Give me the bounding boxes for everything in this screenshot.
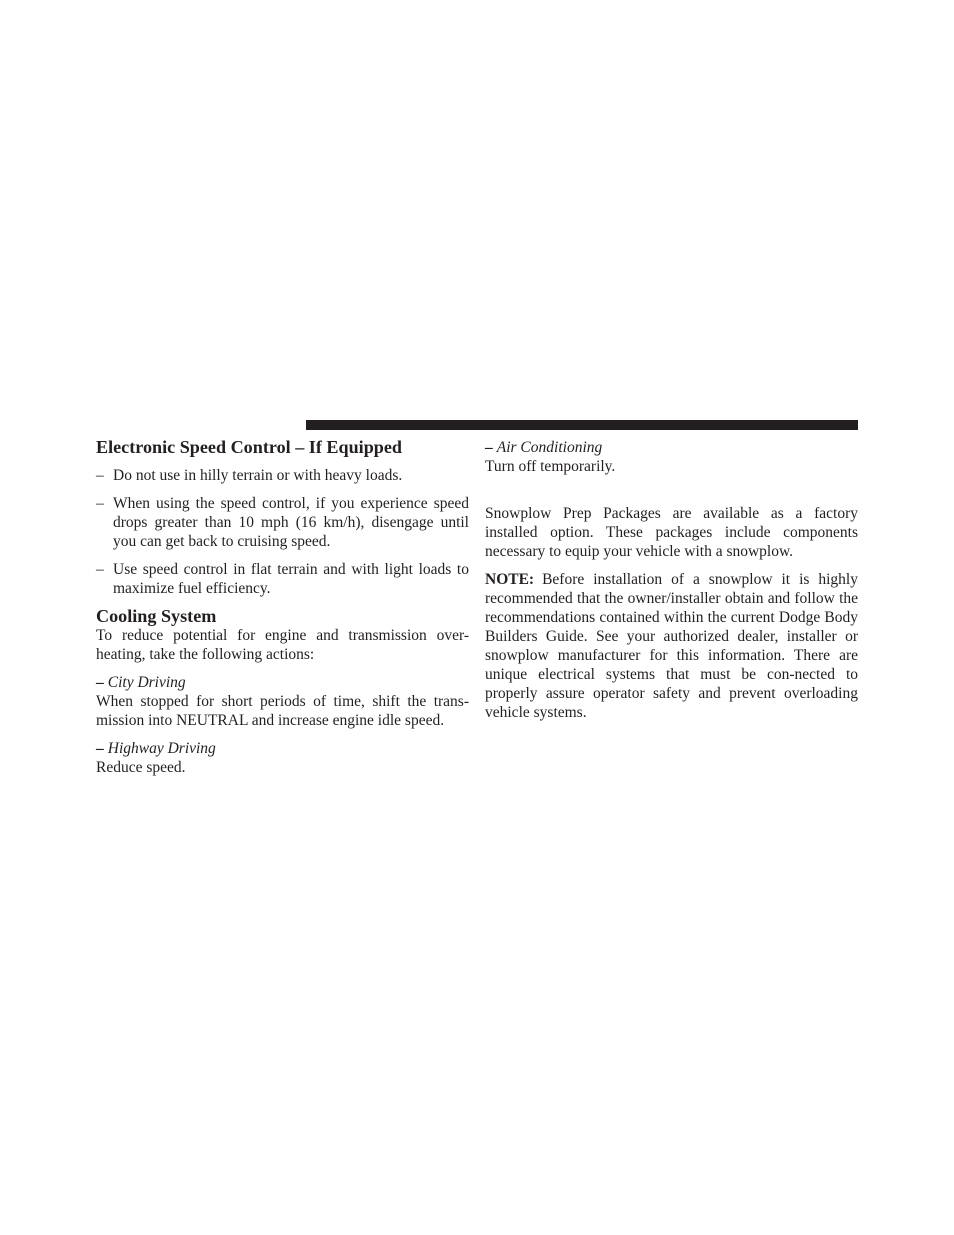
highway-driving-text: Reduce speed. xyxy=(96,759,186,776)
dash-bullet: – xyxy=(96,495,104,512)
highway-driving-heading xyxy=(96,739,469,758)
dash-bullet: – xyxy=(96,561,104,578)
speed-control-heading: Electronic Speed Control – If Equipped xyxy=(96,437,402,457)
section-header-bar xyxy=(306,420,858,430)
list-item-text: Use speed control in flat terrain and with light loads to maximize fuel efficiency. xyxy=(113,561,469,597)
list-item-text: Do not use in hilly terrain or with heavy loads. xyxy=(113,467,403,484)
city-driving-heading xyxy=(96,673,469,692)
list-item xyxy=(96,560,469,598)
snowplow-paragraph: Snowplow Prep Packages are available as a factory installed option. These packages include components necessary to equip your vehicle with a snowplow. xyxy=(485,505,858,560)
note-label: NOTE: xyxy=(485,571,535,588)
left-column xyxy=(96,438,469,777)
note-paragraph xyxy=(485,570,858,722)
city-driving-text: When stopped for short periods of time, shift the trans-mission into NEUTRAL and increase engine idle speed. xyxy=(96,693,469,729)
list-item-text: When using the speed control, if you experience speed drops greater than 10 mph (16 km/h), disengage until you can get back to cruising speed. xyxy=(113,495,469,550)
note-text: Before installation of a snowplow it is highly recommended that the owner/installer obtain and follow the recommendations contained within the current Dodge Body Builders Guide. See your authorized dealer, installer or snowplow manufacturer for this information. There are unique electrical systems that must be con-nected to properly assure operator safety and prevent overloading vehicle systems. xyxy=(485,571,858,721)
highway-driving-label: Highway Driving xyxy=(107,740,216,757)
air-conditioning-label: Air Conditioning xyxy=(496,439,603,456)
list-item xyxy=(96,494,469,551)
cooling-system-heading: Cooling System xyxy=(96,606,217,626)
dash-bullet: – xyxy=(96,674,104,691)
city-driving-label: City Driving xyxy=(107,674,186,691)
dash-bullet: – xyxy=(485,439,493,456)
air-conditioning-text: Turn off temporarily. xyxy=(485,458,616,475)
dash-bullet: – xyxy=(96,740,104,757)
cooling-intro: To reduce potential for engine and transmission over-heating, take the following actions: xyxy=(96,627,469,663)
dash-bullet: – xyxy=(96,467,104,484)
right-column xyxy=(485,438,858,722)
air-conditioning-heading xyxy=(485,438,858,457)
list-item xyxy=(96,466,469,485)
